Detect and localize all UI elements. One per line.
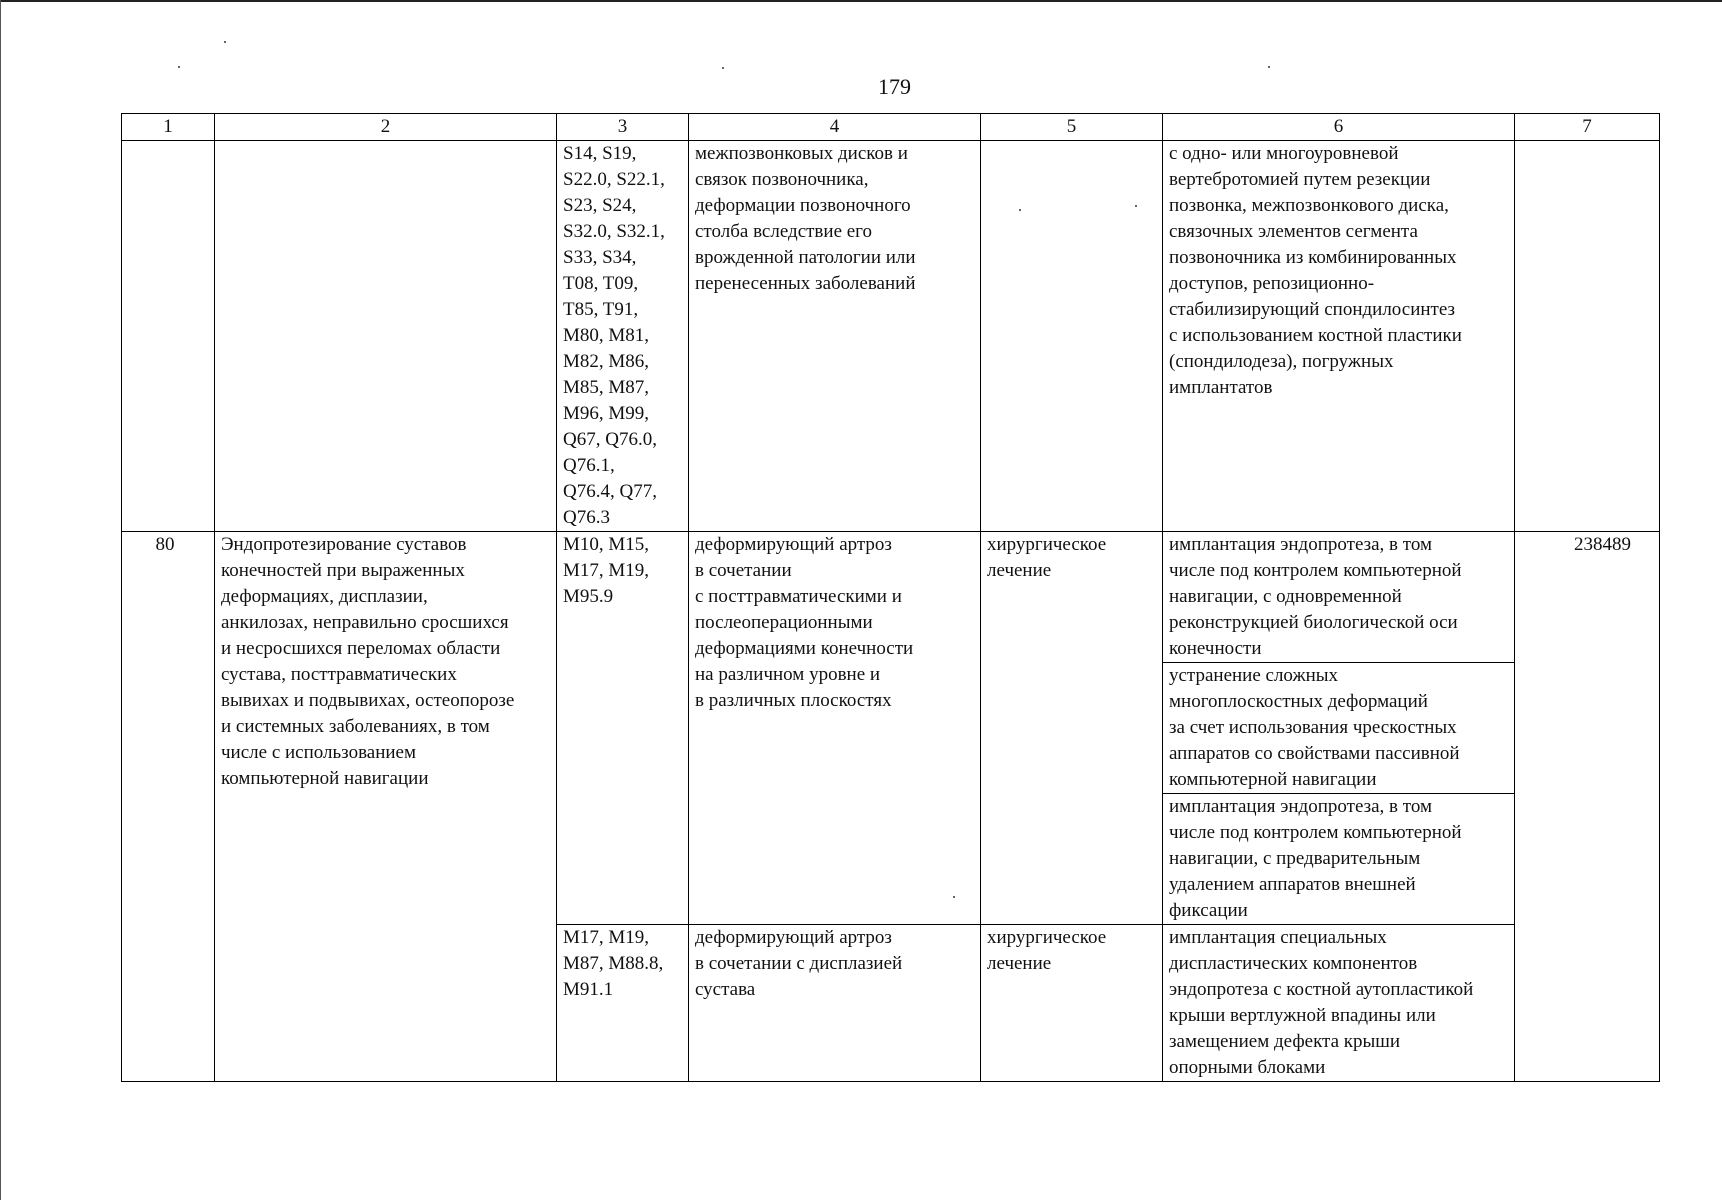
price-cell: 238489: [1515, 532, 1660, 1082]
row-number-cell: 80: [122, 532, 215, 1082]
column-number-6: 6: [1163, 114, 1515, 141]
treatment-type-cell: хирургическое лечение: [981, 925, 1163, 1082]
page-left-edge: [0, 0, 1, 1200]
scan-speck: [224, 41, 226, 43]
page-number: 179: [878, 74, 911, 99]
row-80-method-1: [122, 532, 1660, 663]
column-number-3: 3: [557, 114, 689, 141]
continuation-model-cell: межпозвонковых дисков и связок позвоночника, деформации позвоночного столба вследствие его врожденной патологии или перенесенных заболеваний: [689, 141, 981, 532]
hmp-name-cell: Эндопротезирование суставов конечностей при выраженных деформациях, дисплазии, анкилозах, неправильно сросшихся и несросшихся переломах области сустава, посттравматических вывихах и подвывихах, остеопорозе и системных заболеваниях, в том числе с использованием компьютерной навигации: [215, 532, 557, 1082]
column-number-1: 1: [122, 114, 215, 141]
continuation-codes-cell: S14, S19, S22.0, S22.1, S23, S24, S32.0, S32.1, S33, S34, T08, T09, T85, T91, M80, M81, M82, M86, M85, M87, M96, M99, Q67, Q76.0, Q76.1, Q76.4, Q77, Q76.3: [557, 141, 689, 532]
treatment-type-cell: хирургическое лечение: [981, 532, 1163, 925]
treatment-method-cell: имплантация эндопротеза, в том числе под контролем компьютерной навигации, с одновременной реконструкцией биологической оси конечности: [1163, 532, 1515, 663]
continuation-name-cell: [215, 141, 557, 532]
continuation-number-cell: [122, 141, 215, 532]
patient-model-cell: деформирующий артроз в сочетании с дисплазией сустава: [689, 925, 981, 1082]
table-header-row: [122, 114, 1660, 141]
continuation-row: [122, 141, 1660, 532]
column-number-4: 4: [689, 114, 981, 141]
scan-speck: [178, 66, 180, 68]
scan-speck: [722, 67, 724, 69]
scan-speck: [1268, 66, 1270, 68]
medical-care-table: [121, 113, 1660, 1082]
treatment-method-cell: имплантация специальных диспластических компонентов эндопротеза с костной аутопластикой крыши вертлужной впадины или замещением дефекта крыши опорными блоками: [1163, 925, 1515, 1082]
column-number-5: 5: [981, 114, 1163, 141]
continuation-treatment-cell: [981, 141, 1163, 532]
column-number-7: 7: [1515, 114, 1660, 141]
treatment-method-cell: имплантация эндопротеза, в том числе под контролем компьютерной навигации, с предварительным удалением аппаратов внешней фиксации: [1163, 794, 1515, 925]
icd-codes-cell: M17, M19, M87, M88.8, M91.1: [557, 925, 689, 1082]
icd-codes-cell: M10, M15, M17, M19, M95.9: [557, 532, 689, 925]
treatment-method-cell: устранение сложных многоплоскостных деформаций за счет использования чрескостных аппаратов со свойствами пассивной компьютерной навигации: [1163, 663, 1515, 794]
column-number-2: 2: [215, 114, 557, 141]
page-top-edge: [0, 0, 1722, 2]
continuation-price-cell: [1515, 141, 1660, 532]
patient-model-cell: деформирующий артроз в сочетании с посттравматическими и послеоперационными деформациями конечности на различном уровне и в различных плоскостях: [689, 532, 981, 925]
continuation-method-cell: с одно- или многоуровневой вертебротомией путем резекции позвонка, межпозвонкового диска, связочных элементов сегмента позвоночника из комбинированных доступов, репозиционно- стабилизирующий спондилосинтез с использованием костной пластики (спондилодеза), погружных имплантатов: [1163, 141, 1515, 532]
